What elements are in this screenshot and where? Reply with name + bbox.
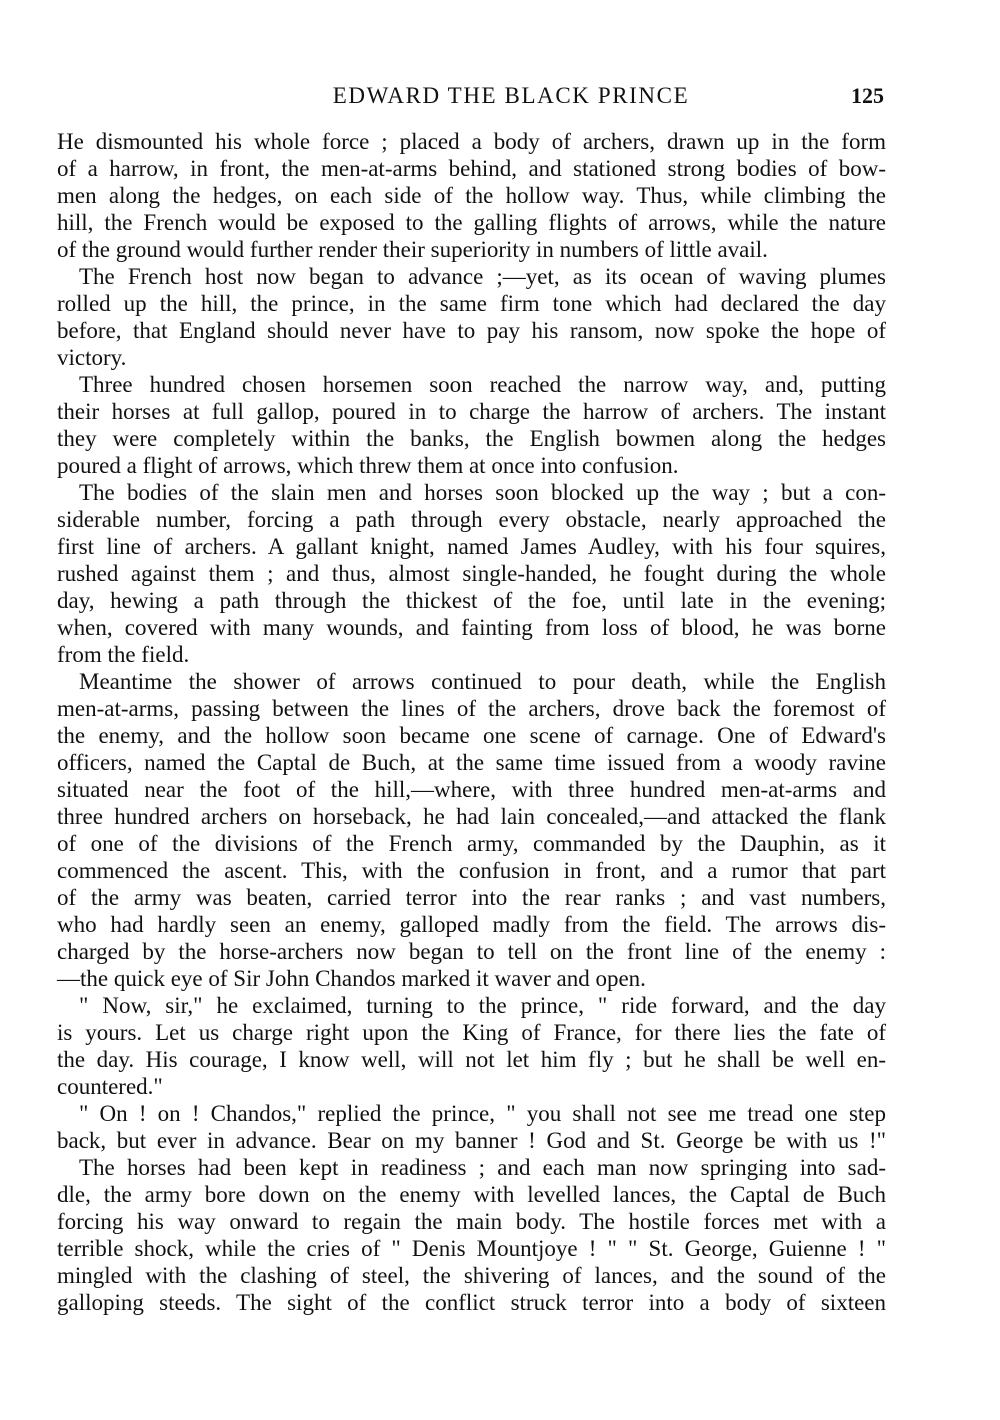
text-line: forcing his way onward to regain the main body. The hostile forces met with a <box>57 1209 886 1234</box>
text-line: charged by the horse-archers now began to tell on the front line of the enemy : <box>57 939 886 964</box>
text-line: officers, named the Captal de Buch, at the same time issued from a woody ravine <box>57 750 886 775</box>
text-line: terrible shock, while the cries of " Denis Mountjoye ! " " St. George, Guienne ! " <box>57 1236 886 1261</box>
text-line: mingled with the clashing of steel, the shivering of lances, and the sound of the <box>57 1263 886 1288</box>
paragraph-first-line: The French host now began to advance ;—yet, as its ocean of waving plumes <box>79 264 886 289</box>
text-line: men along the hedges, on each side of the hollow way. Thus, while climbing the <box>57 183 886 208</box>
text-line: who had hardly seen an enemy, galloped madly from the field. The arrows dis- <box>57 912 886 937</box>
paragraph-first-line: The horses had been kept in readiness ; and each man now springing into sad- <box>79 1155 886 1180</box>
paragraph-first-line: " Now, sir," he exclaimed, turning to the prince, " ride forward, and the day <box>79 993 886 1018</box>
text-line: victory. <box>57 345 127 370</box>
text-line: of one of the divisions of the French army, commanded by the Dauphin, as it <box>57 831 886 856</box>
text-line: countered." <box>57 1074 163 1099</box>
text-line: of the ground would further render their superiority in numbers of little avail. <box>57 237 768 262</box>
text-line: three hundred archers on horseback, he had lain concealed,—and attacked the flank <box>57 804 886 829</box>
text-line: of the army was beaten, carried terror into the rear ranks ; and vast numbers, <box>57 885 886 910</box>
paragraph-first-line: " On ! on ! Chandos," replied the prince, " you shall not see me tread one step <box>79 1101 886 1126</box>
text-line: He dismounted his whole force ; placed a body of archers, drawn up in the form <box>57 129 886 154</box>
text-line: siderable number, forcing a path through every obstacle, nearly approached the <box>57 507 886 532</box>
paragraph-first-line: Three hundred chosen horsemen soon reached the narrow way, and, putting <box>79 372 886 397</box>
text-line: —the quick eye of Sir John Chandos marked it waver and open. <box>57 966 646 991</box>
text-line: day, hewing a path through the thickest of the foe, until late in the evening; <box>57 588 886 613</box>
text-line: first line of archers. A gallant knight, named James Audley, with his four squires, <box>57 534 886 559</box>
text-line: before, that England should never have to pay his ransom, now spoke the hope of <box>57 318 886 343</box>
text-line: poured a flight of arrows, which threw them at once into confusion. <box>57 453 679 478</box>
text-line: when, covered with many wounds, and fainting from loss of blood, he was borne <box>57 615 886 640</box>
text-line: rushed against them ; and thus, almost single-handed, he fought during the whole <box>57 561 886 586</box>
text-line: their horses at full gallop, poured in to charge the harrow of archers. The instant <box>57 399 886 424</box>
text-line: the enemy, and the hollow soon became one scene of carnage. One of Edward's <box>57 723 886 748</box>
text-line: galloping steeds. The sight of the conflict struck terror into a body of sixteen <box>57 1290 886 1315</box>
text-line: commenced the ascent. This, with the confusion in front, and a rumor that part <box>57 858 886 883</box>
text-line: situated near the foot of the hill,—where, with three hundred men-at-arms and <box>57 777 886 802</box>
text-line: is yours. Let us charge right upon the King of France, for there lies the fate of <box>57 1020 886 1045</box>
text-line: men-at-arms, passing between the lines of the archers, drove back the foremost of <box>57 696 886 721</box>
text-line: back, but ever in advance. Bear on my banner ! God and St. George be with us !" <box>57 1128 886 1153</box>
text-line: dle, the army bore down on the enemy with levelled lances, the Captal de Buch <box>57 1182 886 1207</box>
running-title: EDWARD THE BLACK PRINCE <box>332 83 690 108</box>
text-line: rolled up the hill, the prince, in the same firm tone which had declared the day <box>57 291 886 316</box>
page-number: 125 <box>851 83 884 108</box>
paragraph-first-line: Meantime the shower of arrows continued to pour death, while the English <box>79 669 886 694</box>
text-line: from the field. <box>57 642 190 667</box>
running-head <box>96 80 886 112</box>
text-line: hill, the French would be exposed to the galling flights of arrows, while the nature <box>57 210 886 235</box>
text-line: of a harrow, in front, the men-at-arms behind, and stationed strong bodies of bow- <box>57 156 886 181</box>
paragraph-first-line: The bodies of the slain men and horses soon blocked up the way ; but a con- <box>79 480 886 505</box>
text-line: they were completely within the banks, the English bowmen along the hedges <box>57 426 886 451</box>
text-line: the day. His courage, I know well, will not let him fly ; but he shall be well en- <box>57 1047 886 1072</box>
